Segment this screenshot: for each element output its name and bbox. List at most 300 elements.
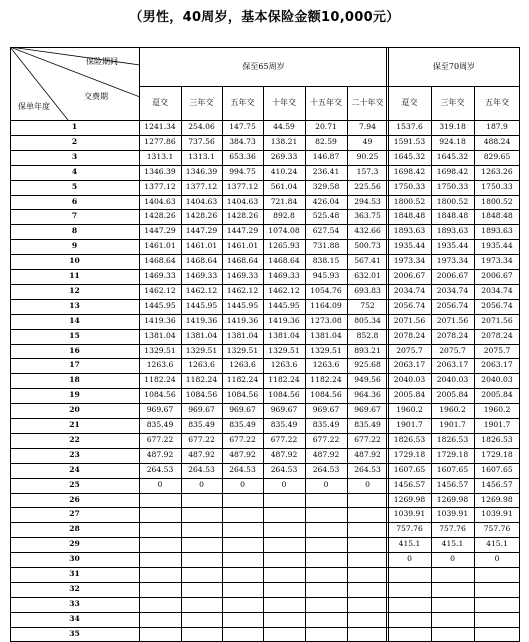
table-cell: 1445.95 (144, 300, 176, 310)
table-cell: 487.92 (312, 449, 340, 459)
table-cell (139, 522, 181, 537)
column-separator (474, 86, 475, 642)
policy-year-cell: 8 (71, 226, 78, 236)
row-separator (10, 209, 520, 210)
column-separator (347, 86, 348, 642)
table-cell: 1419.36 (185, 315, 218, 325)
table-cell: 1456.57 (436, 479, 469, 489)
table-cell: 2040.03 (481, 375, 513, 385)
table-cell: 1164.09 (310, 300, 342, 310)
column-separator (181, 86, 182, 642)
table-cell: 969.67 (188, 405, 215, 415)
table-cell: 2040.03 (393, 375, 426, 385)
table-cell: 1074.08 (268, 226, 300, 236)
table-cell: 632.01 (354, 271, 381, 280)
table-cell: 1800.52 (393, 196, 426, 206)
table-cell (263, 612, 305, 627)
table-cell (222, 627, 263, 642)
table-cell: 1462.12 (185, 285, 218, 295)
table-cell: 1893.63 (393, 226, 426, 236)
table-cell: 1469.33 (144, 271, 176, 280)
table-cell: 838.15 (312, 256, 340, 266)
table-cell: 1265.93 (268, 241, 300, 251)
table-cell (305, 552, 347, 567)
row-separator (10, 478, 520, 479)
table-cell (263, 552, 305, 567)
table-cell: 1729.18 (481, 449, 513, 459)
table-cell: 1084.56 (226, 390, 259, 400)
table-cell: 2005.84 (436, 390, 469, 400)
column-header: 三年交 (440, 98, 465, 107)
table-cell (222, 567, 263, 582)
table-cell (474, 612, 520, 627)
row-separator (10, 567, 520, 568)
table-cell: 487.92 (146, 449, 174, 459)
table-cell (181, 567, 222, 582)
row-separator (10, 612, 520, 613)
table-cell: 1461.01 (185, 241, 218, 251)
table-cell: 835.49 (312, 420, 340, 429)
row-separator (10, 522, 520, 523)
table-cell (263, 582, 305, 597)
table-cell (139, 597, 181, 612)
table-cell: 2071.56 (436, 315, 469, 325)
table-cell: 1404.63 (185, 196, 218, 206)
table-cell: 138.21 (270, 136, 298, 146)
table-cell (222, 537, 263, 552)
table-cell: 1182.24 (144, 375, 176, 385)
table-cell: 1960.2 (396, 405, 423, 415)
table-cell (263, 627, 305, 642)
table-cell (347, 627, 388, 642)
table-cell: 1377.12 (144, 181, 176, 191)
table-cell: 677.22 (188, 434, 215, 444)
table-cell: 415.1 (398, 539, 421, 549)
table-cell (305, 612, 347, 627)
table-cell: 487.92 (229, 449, 256, 459)
policy-year-cell: 35 (69, 628, 80, 638)
table-cell: 1469.33 (226, 271, 259, 280)
table-cell: 2056.74 (436, 300, 469, 310)
table-cell: 2034.74 (436, 285, 469, 295)
table-cell: 1182.24 (226, 375, 259, 385)
table-cell: 147.75 (229, 122, 256, 131)
table-cell (431, 597, 474, 612)
table-cell: 1445.95 (268, 300, 300, 310)
table-cell: 1645.32 (393, 151, 426, 161)
row-separator (10, 537, 520, 538)
policy-year-cell: 13 (69, 300, 80, 310)
row-separator (10, 299, 520, 300)
table-cell: 1182.24 (185, 375, 218, 385)
table-cell: 731.88 (312, 241, 340, 251)
table-cell: 500.73 (354, 241, 381, 251)
table-cell: 1419.36 (144, 315, 176, 325)
table-cell: 2078.24 (436, 330, 469, 340)
table-cell: 0 (494, 554, 500, 564)
table-cell (263, 493, 305, 508)
table-cell (139, 507, 181, 522)
table-cell (222, 612, 263, 627)
table-cell: 1445.95 (185, 300, 218, 310)
table-cell: 1054.76 (310, 285, 342, 295)
table-cell: 969.67 (270, 405, 298, 415)
table-cell: 44.59 (273, 122, 295, 131)
policy-year-cell: 3 (71, 151, 78, 161)
table-cell: 1826.53 (481, 434, 513, 444)
table-cell: 1313.1 (146, 151, 174, 161)
policy-year-cell: 33 (69, 598, 80, 608)
table-cell: 225.56 (354, 181, 381, 191)
table-cell (139, 567, 181, 582)
table-cell (388, 582, 431, 597)
table-cell (474, 627, 520, 642)
table-cell (181, 627, 222, 642)
group-header-divider (139, 86, 520, 87)
table-cell: 0 (365, 479, 370, 489)
table-cell (139, 612, 181, 627)
table-cell: 925.68 (354, 360, 381, 370)
policy-year-cell: 18 (69, 375, 80, 385)
group-header-to-70: 保至70周岁 (432, 62, 476, 71)
table-cell: 363.75 (354, 211, 381, 221)
table-cell (181, 612, 222, 627)
column-header: 三年交 (189, 98, 214, 107)
policy-year-cell: 23 (69, 449, 80, 459)
table-cell: 319.18 (439, 122, 466, 131)
policy-year-cell: 11 (69, 271, 80, 280)
table-cell: 1893.63 (481, 226, 513, 236)
table-cell: 1901.7 (439, 420, 466, 429)
table-cell (222, 493, 263, 508)
column-header: 二十年交 (351, 98, 384, 107)
table-cell: 1419.36 (226, 315, 259, 325)
table-cell: 1462.12 (144, 285, 176, 295)
table-cell: 1973.34 (481, 256, 513, 266)
table-cell: 1269.98 (436, 494, 469, 504)
table-cell (388, 612, 431, 627)
table-cell: 1404.63 (226, 196, 259, 206)
table-cell: 410.24 (270, 166, 298, 176)
table-cell (305, 537, 347, 552)
table-cell: 426.04 (312, 196, 340, 206)
table-top-border (10, 47, 520, 48)
table-cell: 2063.17 (436, 360, 469, 370)
table-cell: 294.53 (354, 196, 381, 206)
table-cell: 1428.26 (185, 211, 218, 221)
table-cell: 415.1 (441, 539, 464, 549)
policy-year-cell: 20 (69, 405, 80, 415)
table-cell (347, 552, 388, 567)
table-cell: 0 (240, 479, 245, 489)
table-cell: 49 (362, 136, 373, 146)
table-cell (305, 507, 347, 522)
table-cell: 264.53 (312, 464, 340, 474)
table-cell: 1469.33 (268, 271, 300, 280)
policy-year-cell: 34 (69, 613, 80, 623)
table-cell (388, 597, 431, 612)
table-cell: 1461.01 (144, 241, 176, 251)
policy-year-cell: 28 (69, 524, 80, 534)
column-separator (431, 86, 432, 642)
column-header: 十年交 (272, 98, 296, 107)
table-cell: 1039.91 (436, 509, 469, 519)
table-cell: 693.83 (354, 285, 381, 295)
table-cell: 1468.64 (185, 256, 218, 266)
table-cell: 835.49 (354, 420, 381, 429)
table-cell: 0 (157, 479, 163, 489)
table-cell: 1381.04 (310, 330, 342, 340)
table-cell: 187.9 (486, 122, 508, 131)
table-cell (222, 552, 263, 567)
column-header: 趸交 (401, 98, 418, 107)
table-cell: 487.92 (188, 449, 215, 459)
table-cell: 945.93 (312, 271, 340, 280)
corner-label-policy-year: 保单年度 (18, 102, 50, 111)
policy-year-cell: 22 (69, 434, 80, 444)
table-cell: 264.53 (229, 464, 256, 474)
table-cell: 1468.64 (268, 256, 300, 266)
policy-year-cell: 14 (69, 315, 80, 325)
policy-year-cell: 4 (71, 166, 78, 176)
column-header: 趸交 (152, 98, 168, 107)
policy-year-cell: 12 (69, 285, 80, 295)
row-separator (10, 254, 520, 255)
table-cell (347, 493, 388, 508)
table-cell: 1039.91 (393, 509, 426, 519)
row-separator (10, 403, 520, 404)
table-cell (305, 582, 347, 597)
table-cell: 0 (407, 554, 412, 564)
policy-year-cell: 32 (69, 583, 80, 593)
table-cell: 1269.98 (393, 494, 426, 504)
table-cell: 757.76 (396, 524, 423, 534)
table-cell: 1750.33 (436, 181, 469, 191)
table-cell: 1848.48 (436, 211, 469, 221)
row-separator (10, 344, 520, 345)
table-cell: 2075.7 (439, 345, 466, 355)
row-separator (10, 224, 520, 225)
corner-label-coverage-period: 保险期间 (86, 57, 118, 66)
table-cell: 892.8 (273, 211, 295, 221)
policy-year-cell: 5 (71, 181, 78, 191)
table-cell: 415.1 (486, 539, 508, 549)
table-cell: 157.3 (356, 166, 379, 176)
row-separator (10, 582, 520, 583)
table-cell: 835.49 (270, 420, 298, 429)
table-cell (388, 627, 431, 642)
table-cell: 969.67 (229, 405, 256, 415)
cash-value-table (10, 47, 520, 641)
table-cell: 1377.12 (226, 181, 259, 191)
column-separator (305, 86, 306, 642)
policy-year-cell: 10 (69, 256, 80, 266)
table-cell: 1428.26 (144, 211, 176, 221)
table-cell: 1729.18 (436, 449, 469, 459)
table-cell: 2078.24 (481, 330, 513, 340)
table-cell: 653.36 (229, 151, 256, 161)
table-cell: 1826.53 (436, 434, 469, 444)
table-cell (431, 567, 474, 582)
table-cell: 1800.52 (436, 196, 469, 206)
table-cell (139, 582, 181, 597)
row-separator (10, 507, 520, 508)
table-cell: 757.76 (483, 524, 511, 534)
table-cell (181, 582, 222, 597)
table-cell (474, 582, 520, 597)
policy-year-cell: 25 (69, 479, 80, 489)
table-cell: 1698.42 (436, 166, 469, 176)
row-separator (10, 239, 520, 240)
policy-year-cell: 6 (71, 196, 78, 206)
row-separator (10, 284, 520, 285)
table-cell (139, 493, 181, 508)
table-cell: 1404.63 (144, 196, 176, 206)
table-cell: 1447.29 (185, 226, 218, 236)
table-cell: 852.8 (356, 330, 379, 340)
table-cell (222, 507, 263, 522)
table-cell: 2056.74 (481, 300, 513, 310)
table-cell: 721.84 (270, 196, 298, 206)
policy-year-cell: 17 (69, 360, 80, 370)
table-cell: 1826.53 (393, 434, 426, 444)
policy-year-cell: 16 (69, 345, 80, 355)
table-cell: 2063.17 (481, 360, 513, 370)
row-separator (10, 448, 520, 449)
table-cell: 1468.64 (144, 256, 176, 266)
document-title: （男性，40周岁，基本保险金额10,000元） (129, 10, 400, 25)
table-cell: 627.54 (312, 226, 340, 236)
table-cell: 757.76 (439, 524, 466, 534)
table-cell: 2006.67 (481, 271, 513, 280)
table-cell: 1848.48 (393, 211, 426, 221)
table-cell: 264.53 (146, 464, 174, 474)
table-cell: 893.21 (354, 345, 381, 355)
table-cell (305, 522, 347, 537)
table-cell: 1893.63 (436, 226, 469, 236)
table-cell: 2071.56 (481, 315, 513, 325)
table-cell: 1263.26 (481, 166, 513, 176)
table-cell: 2071.56 (393, 315, 426, 325)
table-cell (305, 493, 347, 508)
table-cell: 964.36 (354, 390, 381, 400)
table-cell: 677.22 (312, 434, 340, 444)
table-cell: 1329.51 (310, 345, 342, 355)
table-cell (431, 627, 474, 642)
row-separator (10, 195, 520, 196)
row-separator (10, 493, 520, 494)
table-cell: 1447.29 (144, 226, 176, 236)
table-cell: 1182.24 (310, 375, 342, 385)
table-cell: 567.41 (354, 256, 381, 266)
table-cell: 1848.48 (481, 211, 513, 221)
table-cell: 1750.33 (481, 181, 513, 191)
table-cell: 525.48 (312, 211, 340, 221)
table-cell: 264.53 (270, 464, 298, 474)
table-cell: 1462.12 (226, 285, 259, 295)
table-cell: 1039.91 (481, 509, 513, 519)
row-separator (10, 627, 520, 628)
row-separator (10, 388, 520, 389)
table-cell: 1241.34 (144, 122, 176, 131)
table-cell (263, 522, 305, 537)
table-cell: 1469.33 (185, 271, 218, 280)
table-cell: 236.41 (312, 166, 340, 176)
table-cell: 1456.57 (481, 479, 513, 489)
table-cell (181, 522, 222, 537)
table-cell: 487.92 (270, 449, 298, 459)
table-cell (222, 597, 263, 612)
table-cell: 1447.29 (226, 226, 259, 236)
table-cell: 0 (323, 479, 329, 489)
table-cell (305, 597, 347, 612)
table-cell: 264.53 (354, 464, 381, 474)
table-cell: 0 (199, 479, 204, 489)
table-cell: 1377.12 (185, 181, 218, 191)
table-cell: 384.73 (229, 136, 256, 146)
table-cell: 1645.32 (436, 151, 469, 161)
column-header: 五年交 (230, 98, 255, 107)
table-cell: 829.65 (483, 151, 511, 161)
table-cell: 1263.6 (270, 360, 298, 370)
table-cell: 2040.03 (436, 375, 469, 385)
table-cell: 1960.2 (439, 405, 466, 415)
table-cell (431, 582, 474, 597)
column-header: 五年交 (485, 98, 509, 107)
table-cell: 1329.51 (144, 345, 176, 355)
table-cell: 1607.65 (481, 464, 513, 474)
row-separator (10, 552, 520, 553)
policy-year-cell: 21 (69, 420, 80, 429)
table-cell (181, 597, 222, 612)
table-cell (263, 597, 305, 612)
table-cell: 90.25 (356, 151, 379, 161)
table-cell: 752 (360, 300, 375, 310)
policy-year-cell: 2 (71, 136, 78, 146)
table-cell: 254.06 (188, 122, 215, 131)
table-cell (305, 627, 347, 642)
table-cell: 1973.34 (436, 256, 469, 266)
table-cell: 1263.6 (312, 360, 340, 370)
table-cell: 1729.18 (393, 449, 426, 459)
table-cell: 677.22 (354, 434, 381, 444)
table-cell: 2005.84 (393, 390, 426, 400)
table-cell: 1960.2 (483, 405, 511, 415)
table-cell: 2034.74 (481, 285, 513, 295)
table-cell: 1901.7 (483, 420, 511, 429)
row-separator (10, 180, 520, 181)
table-cell (347, 612, 388, 627)
row-separator (10, 150, 520, 151)
table-cell: 1901.7 (396, 420, 423, 429)
table-cell: 1456.57 (393, 479, 426, 489)
table-cell (139, 537, 181, 552)
table-cell (347, 537, 388, 552)
group-header-to-65: 保至65周岁 (242, 62, 285, 71)
policy-year-cell: 7 (71, 211, 78, 221)
table-cell: 1973.34 (393, 256, 426, 266)
row-separator (10, 597, 520, 598)
table-cell: 1461.01 (226, 241, 259, 251)
policy-year-cell: 9 (71, 241, 78, 251)
table-cell: 1263.6 (188, 360, 215, 370)
table-cell: 488.24 (483, 136, 511, 146)
table-cell: 2075.7 (396, 345, 423, 355)
corner-label-payment-period: 交费期 (84, 92, 108, 101)
table-cell: 1468.64 (226, 256, 259, 266)
row-separator (10, 463, 520, 464)
table-cell: 949.56 (354, 375, 381, 385)
